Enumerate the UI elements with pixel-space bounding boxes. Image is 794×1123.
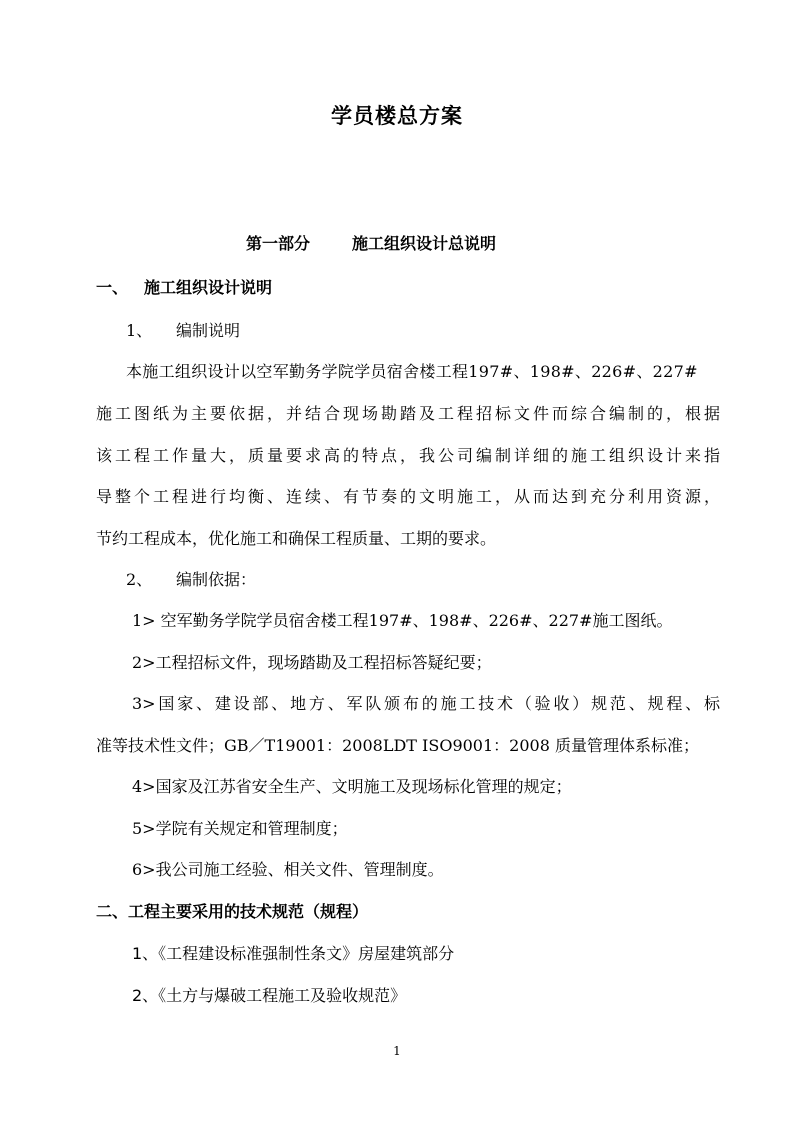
subsection-1-number: 1、 [126, 321, 153, 340]
spec-item-1: 1、《工程建设标准强制性条文》房屋建筑部分 [132, 944, 455, 963]
subsection-2-number: 2、 [126, 570, 153, 589]
spec-item-2: 2、《土方与爆破工程施工及验收规范》 [132, 986, 407, 1005]
paragraph-line-4: 导整个工程进行均衡、连续、有节奏的文明施工，从而达到充分利用资源， [96, 487, 720, 506]
section-1-title: 施工组织设计说明 [144, 278, 273, 297]
basis-item-1: 1> 空军勤务学院学员宿舍楼工程197#、198#、226#、227#施工图纸。 [132, 611, 673, 630]
section-1-heading [96, 275, 272, 298]
document-title: 学员楼总方案 [331, 103, 463, 128]
part-name: 施工组织设计总说明 [352, 234, 497, 253]
subsection-2-heading [126, 567, 256, 590]
subsection-2-title: 编制依据： [176, 570, 257, 589]
basis-item-5: 5>学院有关规定和管理制度； [132, 819, 348, 838]
basis-item-2: 2>工程招标文件，现场踏勘及工程招标答疑纪要； [132, 653, 492, 672]
paragraph-line-5: 节约工程成本，优化施工和确保工程质量、工期的要求。 [96, 529, 497, 548]
basis-item-6: 6>我公司施工经验、相关文件、管理制度。 [132, 860, 444, 879]
basis-item-3: 3>国家、建设部、地方、军队颁布的施工技术（验收）规范、规程、标 [132, 694, 720, 713]
part-heading [246, 231, 496, 254]
paragraph-line-1: 本施工组织设计以空军勤务学院学员宿舍楼工程197#、198#、226#、227# [126, 362, 698, 381]
section-2-heading: 二、工程主要采用的技术规范（规程） [96, 902, 369, 921]
section-1-number: 一、 [96, 278, 129, 297]
page-number: 1 [393, 1044, 401, 1058]
part-label: 第一部分 [246, 234, 311, 253]
basis-item-3-cont: 准等技术性文件；GB／T19001：2008LDT ISO9001：2008 质量管理体系标准； [96, 736, 699, 755]
subsection-1-heading [126, 318, 240, 341]
subsection-1-title: 编制说明 [176, 321, 241, 340]
basis-item-4: 4>国家及江苏省安全生产、文明施工及现场标化管理的规定； [132, 777, 572, 796]
paragraph-line-3: 该工程工作量大，质量要求高的特点，我公司编制详细的施工组织设计来指 [96, 446, 720, 465]
paragraph-line-2: 施工图纸为主要依据，并结合现场勘踏及工程招标文件而综合编制的，根据 [96, 404, 720, 423]
